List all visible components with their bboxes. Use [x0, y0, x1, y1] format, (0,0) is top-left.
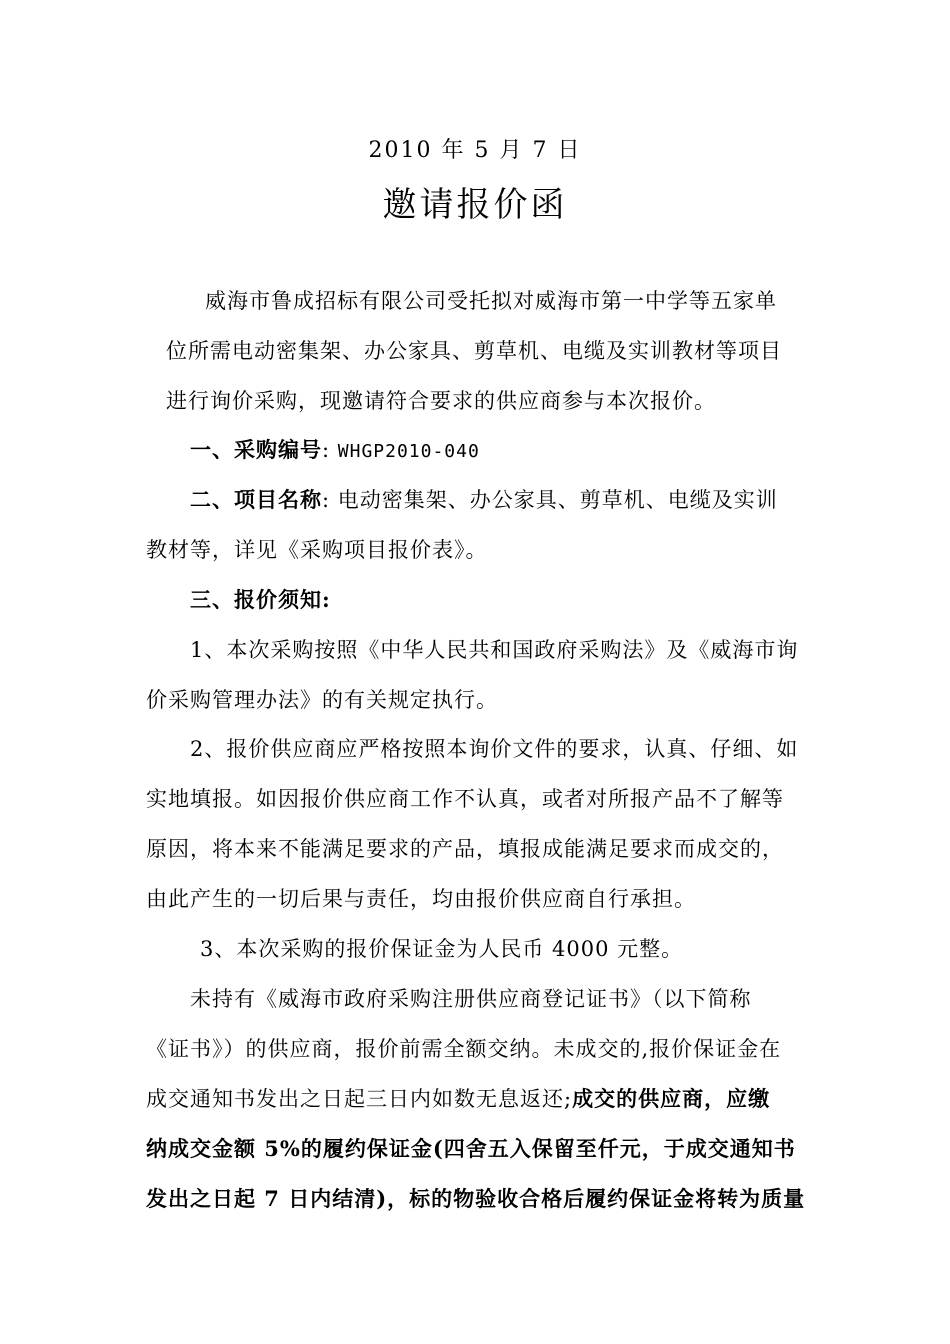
- item-1-line-2: 价采购管理办法》的有关规定执行。: [146, 688, 498, 712]
- purchase-number-label: 一、采购编号: [190, 437, 322, 462]
- item-1-line-1: 1、本次采购按照《中华人民共和国政府采购法》及《威海市询: [190, 638, 799, 662]
- intro-line-1: 威海市鲁成招标有限公司受托拟对威海市第一中学等五家单: [205, 289, 777, 313]
- deposit-winner-text: 成交的供应商，应缴: [572, 1086, 771, 1111]
- item-3-line-1: 3、本次采购的报价保证金为人民币 4000 元整。: [200, 937, 684, 961]
- project-name-line-2: 教材等，详见《采购项目报价表》。: [146, 538, 488, 562]
- deposit-line-4: 纳成交金额 5%的履约保证金(四舍五入保留至仟元，于成交通知书: [146, 1136, 796, 1161]
- quotation-notice-heading: 三、报价须知:: [190, 587, 331, 612]
- intro-line-2: 位所需电动密集架、办公家具、剪草机、电缆及实训教材等项目: [166, 339, 782, 363]
- project-name-colon: :: [322, 488, 331, 512]
- project-name-value: 电动密集架、办公家具、剪草机、电缆及实训: [337, 488, 778, 512]
- section-2: [190, 485, 778, 515]
- project-name-label: 二、项目名称: [190, 487, 322, 512]
- deposit-refund-text: 成交通知书发出之日起三日内如数无息返还;: [146, 1087, 573, 1111]
- document-date: 2010 年 5 月 7 日: [368, 138, 582, 163]
- deposit-line-5: 发出之日起 7 日内结清)，标的物验收合格后履约保证金将转为质量: [146, 1186, 806, 1211]
- purchase-number-colon: :: [322, 438, 331, 462]
- item-2-line-1: 2、报价供应商应严格按照本询价文件的要求，认真、仔细、如: [190, 737, 799, 761]
- purchase-number-value: WHGP2010-040: [337, 441, 480, 462]
- document-title: 邀请报价函: [382, 185, 568, 225]
- section-1: [190, 435, 480, 467]
- deposit-line-1: 未持有《威海市政府采购注册供应商登记证书》（以下简称: [190, 987, 752, 1011]
- item-2-line-2: 实地填报。如因报价供应商工作不认真，或者对所报产品不了解等: [146, 787, 784, 811]
- deposit-line-2: 《证书》）的供应商，报价前需全额交纳。未成交的,报价保证金在: [146, 1037, 782, 1061]
- item-2-line-3: 原因，将本来不能满足要求的产品，填报成能满足要求而成交的，: [146, 837, 784, 861]
- intro-line-3: 进行询价采购，现邀请符合要求的供应商参与本次报价。: [166, 389, 716, 413]
- item-2-line-4: 由此产生的一切后果与责任，均由报价供应商自行承担。: [146, 887, 696, 911]
- deposit-line-3: [146, 1084, 770, 1114]
